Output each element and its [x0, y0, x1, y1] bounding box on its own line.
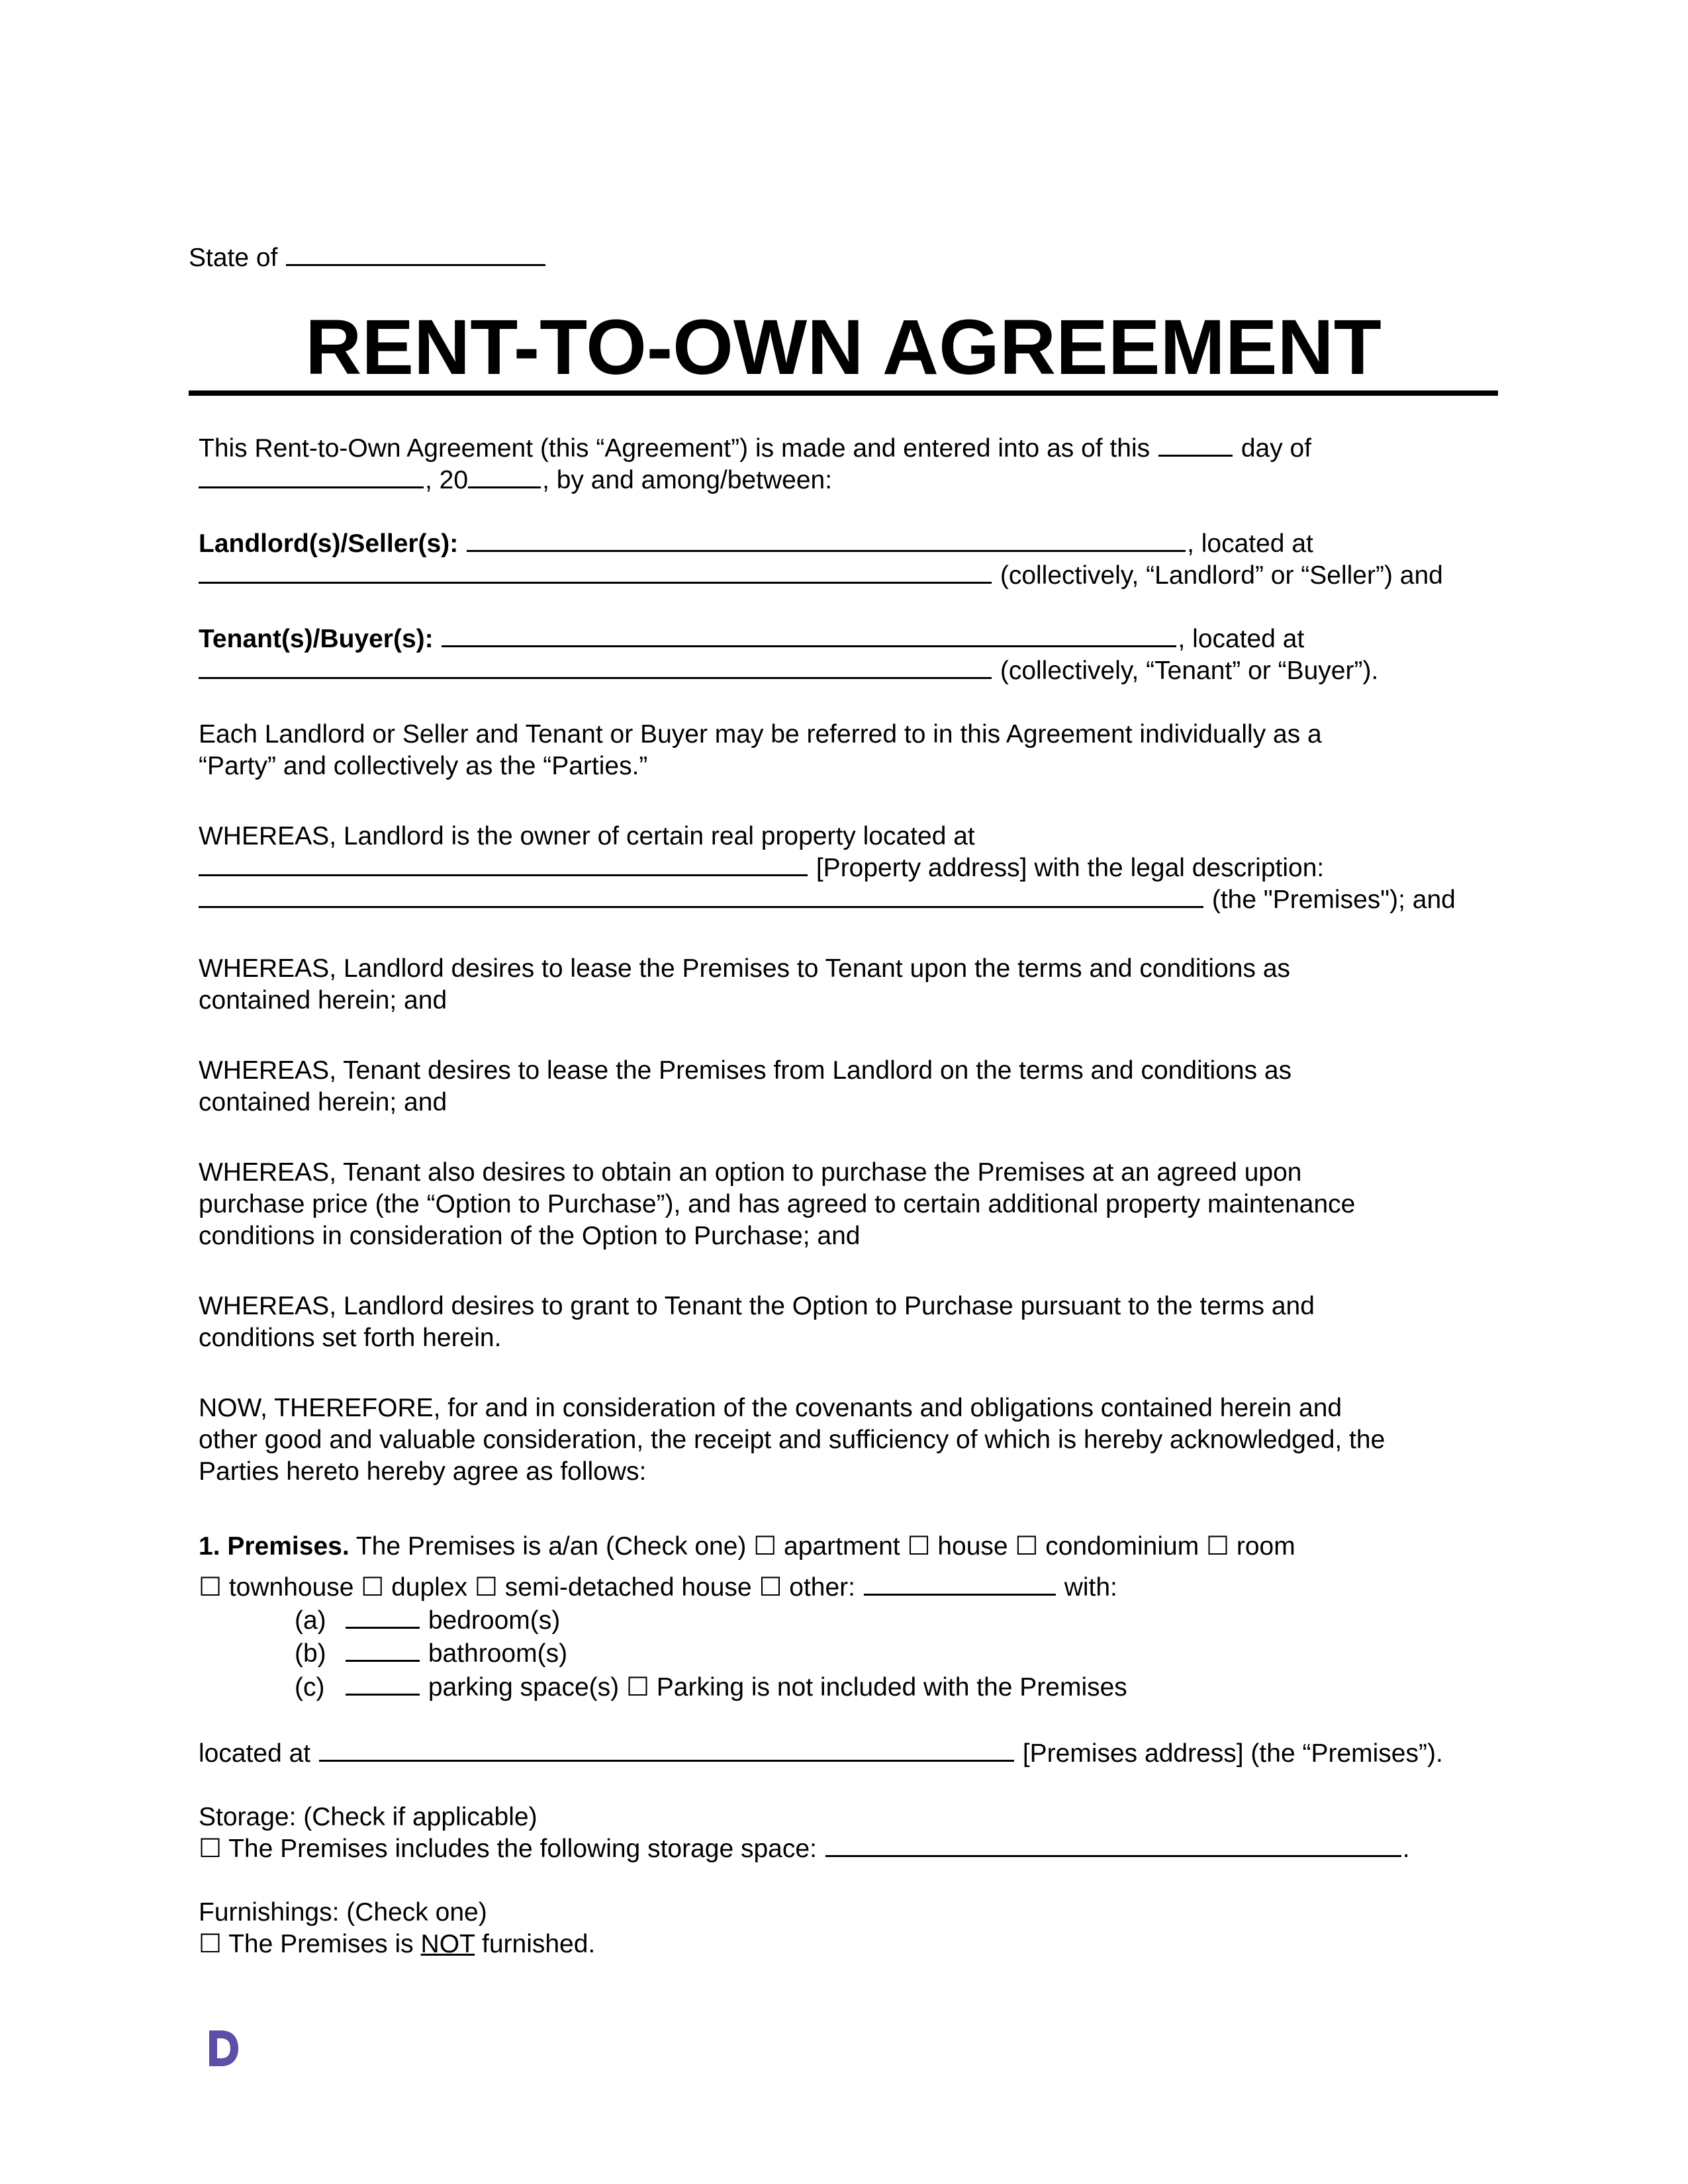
whereas1-line-3: (the "Premises"); and — [1211, 886, 1456, 914]
premises-with: with: — [1064, 1573, 1117, 1602]
tenant-collective: (collectively, “Tenant” or “Buyer”). — [1000, 657, 1379, 685]
bathrooms-blank[interactable] — [346, 1639, 420, 1662]
checkbox-storage[interactable]: ☐ The Premises includes the following storage space: — [199, 1835, 817, 1863]
state-label: State of — [189, 244, 278, 272]
whereas-lease-landlord-paragraph — [199, 953, 1496, 1017]
parties-line-1: Each Landlord or Seller and Tenant or Buyer may be referred to in this Agreement individually as a — [199, 720, 1322, 749]
checkbox-not-furnished[interactable]: ☐ The Premises is NOT furnished. — [199, 1930, 596, 1958]
now-therefore-line-1: NOW, THEREFORE, for and in consideration of the covenants and obligations contained herein and — [199, 1394, 1342, 1422]
title-rule — [189, 390, 1498, 396]
other-type-blank[interactable] — [864, 1572, 1056, 1596]
whereas4-line-2: purchase price (the “Option to Purchase”), and has agreed to certain additional property maintenance — [199, 1190, 1356, 1218]
landlord-paragraph — [199, 528, 1496, 592]
intro-paragraph — [199, 433, 1496, 496]
furnishings-heading: Furnishings: (Check one) — [199, 1898, 487, 1927]
tenant-located: , located at — [1178, 625, 1305, 653]
tenant-name-blank[interactable] — [442, 624, 1176, 647]
checkbox-parking-not-included[interactable]: ☐ Parking is not included with the Premises — [626, 1673, 1127, 1702]
premises-heading: 1. Premises. — [199, 1532, 350, 1561]
tenant-label: Tenant(s)/Buyer(s): — [199, 625, 434, 653]
checkbox-other[interactable]: ☐ other: — [759, 1573, 855, 1602]
parties-paragraph — [199, 719, 1496, 782]
premises-item-bedrooms: (a) bedroom(s) — [295, 1606, 561, 1635]
landlord-label: Landlord(s)/Seller(s): — [199, 529, 459, 558]
now-therefore-paragraph — [199, 1392, 1496, 1488]
storage-paragraph: Storage: (Check if applicable) ☐ The Premises includes the following storage space: . — [199, 1801, 1496, 1865]
furnishings-paragraph — [199, 1897, 1496, 1960]
whereas5-line-1: WHEREAS, Landlord desires to grant to Tenant the Option to Purchase pursuant to the terms and — [199, 1292, 1315, 1320]
storage-blank[interactable] — [825, 1834, 1401, 1857]
checkbox-apartment[interactable]: ☐ apartment — [753, 1532, 900, 1561]
d-logo-icon — [203, 2025, 242, 2071]
intro-text-4: , by and among/between: — [542, 466, 833, 494]
checkbox-duplex[interactable]: ☐ duplex — [361, 1573, 468, 1602]
legal-description-blank[interactable] — [199, 885, 1203, 908]
bedrooms-blank[interactable] — [346, 1606, 420, 1629]
whereas4-line-3: conditions in consideration of the Option to Purchase; and — [199, 1222, 861, 1250]
now-therefore-line-2: other good and valuable consideration, the receipt and sufficiency of which is hereby acknowledged, the — [199, 1426, 1385, 1454]
landlord-name-blank[interactable] — [467, 529, 1186, 552]
whereas3-line-1: WHEREAS, Tenant desires to lease the Premises from Landlord on the terms and conditions as — [199, 1056, 1292, 1085]
month-blank[interactable] — [199, 465, 424, 488]
state-blank[interactable] — [286, 243, 545, 266]
state-line — [189, 242, 547, 274]
checkbox-house[interactable]: ☐ house — [907, 1532, 1008, 1561]
whereas-grant-paragraph — [199, 1291, 1496, 1354]
whereas1-line-2: [Property address] with the legal description: — [816, 854, 1325, 882]
located-at-label: located at — [199, 1739, 311, 1768]
premises-item-bathrooms: (b) bathroom(s) — [295, 1639, 568, 1668]
property-address-blank[interactable] — [199, 853, 808, 876]
whereas-property-paragraph — [199, 821, 1496, 916]
whereas4-line-1: WHEREAS, Tenant also desires to obtain an option to purchase the Premises at an agreed upon — [199, 1158, 1302, 1187]
day-blank[interactable] — [1158, 433, 1233, 457]
landlord-address-blank[interactable] — [199, 561, 992, 584]
premises-intro: The Premises is a/an (Check one) — [355, 1532, 747, 1561]
premises-address-blank[interactable] — [319, 1739, 1014, 1762]
tenant-paragraph — [199, 623, 1496, 687]
whereas2-line-1: WHEREAS, Landlord desires to lease the Premises to Tenant upon the terms and conditions as — [199, 954, 1291, 983]
tenant-address-blank[interactable] — [199, 656, 992, 679]
premises-item-parking: (c) parking space(s) ☐ Parking is not included with the Premises — [295, 1673, 1127, 1702]
intro-text-2: day of — [1241, 434, 1312, 463]
whereas5-line-2: conditions set forth herein. — [199, 1324, 502, 1352]
parking-blank[interactable] — [346, 1672, 420, 1696]
document-title: RENT-TO-OWN AGREEMENT — [305, 304, 1382, 391]
whereas3-line-2: contained herein; and — [199, 1088, 447, 1116]
checkbox-condominium[interactable]: ☐ condominium — [1015, 1532, 1199, 1561]
whereas-option-paragraph — [199, 1157, 1496, 1252]
premises-located-paragraph — [199, 1738, 1496, 1770]
checkbox-semi-detached[interactable]: ☐ semi-detached house — [474, 1573, 752, 1602]
checkbox-townhouse[interactable]: ☐ townhouse — [199, 1573, 354, 1602]
year-blank[interactable] — [468, 465, 541, 488]
premises-address-label: [Premises address] (the “Premises”). — [1022, 1739, 1443, 1768]
intro-text-3: , 20 — [425, 466, 469, 494]
parties-line-2: “Party” and collectively as the “Parties.” — [199, 752, 648, 780]
whereas-lease-tenant-paragraph — [199, 1055, 1496, 1118]
section-premises — [199, 1526, 1496, 1608]
storage-heading: Storage: (Check if applicable) — [199, 1803, 538, 1831]
landlord-collective: (collectively, “Landlord” or “Seller”) and — [1000, 561, 1443, 590]
checkbox-room[interactable]: ☐ room — [1206, 1532, 1295, 1561]
now-therefore-line-3: Parties hereto hereby agree as follows: — [199, 1457, 647, 1486]
intro-text-1: This Rent-to-Own Agreement (this “Agreement”) is made and entered into as of this — [199, 434, 1150, 463]
whereas2-line-2: contained herein; and — [199, 986, 447, 1015]
whereas1-line-1: WHEREAS, Landlord is the owner of certain real property located at — [199, 822, 975, 850]
landlord-located: , located at — [1187, 529, 1313, 558]
